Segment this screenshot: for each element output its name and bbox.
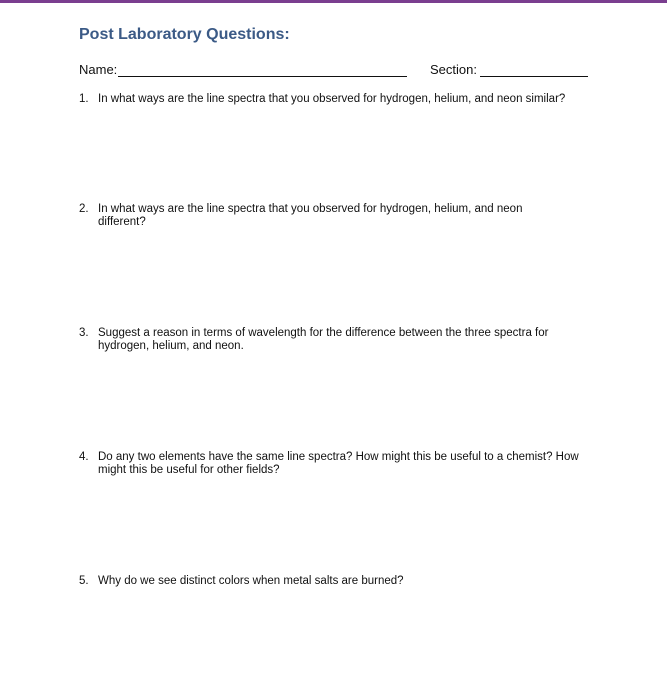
question-text: In what ways are the line spectra that you observed for hydrogen, helium, and neon different? [98,203,523,228]
question-text: Why do we see distinct colors when metal salts are burned? [98,575,404,587]
question-number: 5. [79,575,89,587]
question-text: Do any two elements have the same line spectra? How might this be useful to a chemist? How might this be useful for other fields? [98,451,579,476]
top-border-rule [0,0,667,3]
question-number: 4. [79,451,89,463]
question-number: 2. [79,203,89,215]
name-blank-line [118,76,407,77]
name-section-row [79,62,589,80]
name-label: Name: [79,62,118,77]
question-text: Suggest a reason in terms of wavelength for the difference between the three spectra for hydrogen, helium, and neon. [98,327,549,352]
section-label: Section: [430,62,477,77]
question-number: 3. [79,327,89,339]
section-blank-line [480,76,588,77]
question-number: 1. [79,93,89,105]
page-title: Post Laboratory Questions: [79,26,290,43]
question-text: In what ways are the line spectra that you observed for hydrogen, helium, and neon similar? [98,93,566,105]
